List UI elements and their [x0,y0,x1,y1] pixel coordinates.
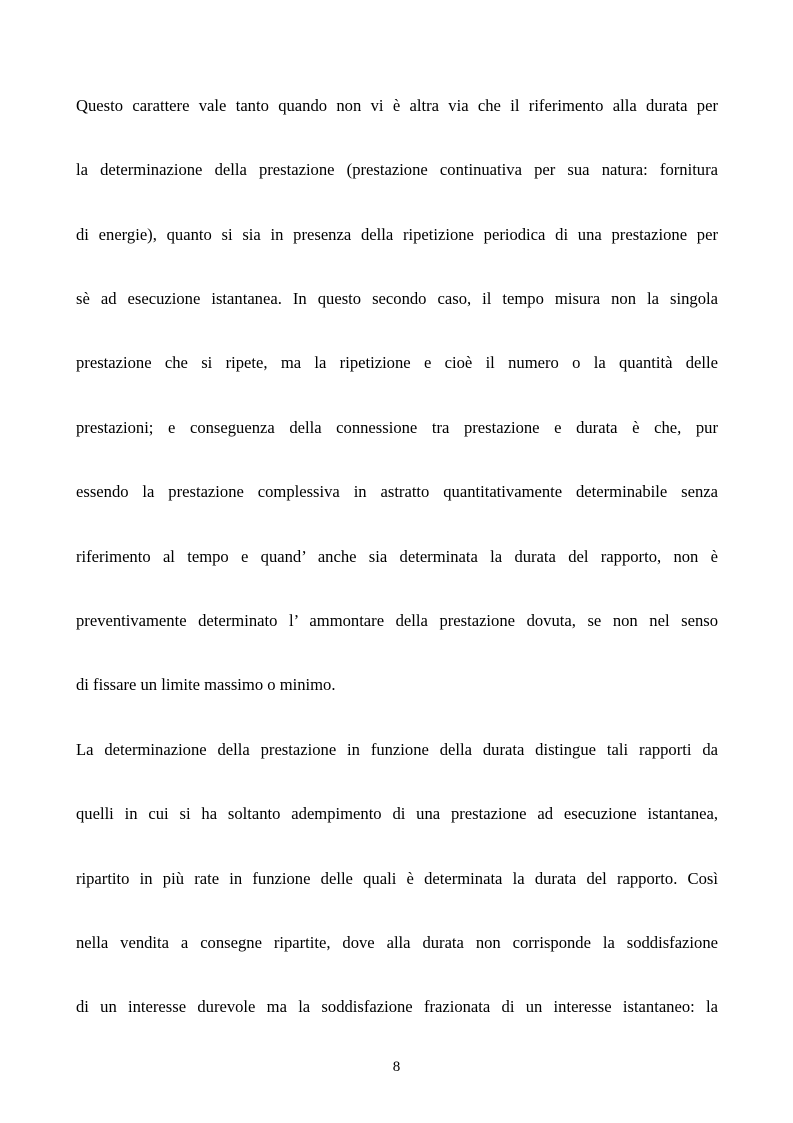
text-line: di un interesse durevole ma la soddisfazione frazionata di un interesse istantaneo: la [76,997,718,1016]
page-number: 8 [392,1059,401,1075]
text-line: ripartito in più rate in funzione delle quali è determinata la durata del rapporto. Così [76,869,718,888]
text-line: di fissare un limite massimo o minimo. [76,675,336,694]
text-line: preventivamente determinato l’ ammontare della prestazione dovuta, se non nel senso [76,611,718,630]
text-line: la determinazione della prestazione (prestazione continuativa per sua natura: fornitura [76,160,718,179]
text-line: quelli in cui si ha soltanto adempimento di una prestazione ad esecuzione istantanea, [76,804,718,823]
text-line: sè ad esecuzione istantanea. In questo secondo caso, il tempo misura non la singola [76,289,718,308]
text-line: essendo la prestazione complessiva in astratto quantitativamente determinabile senza [76,482,718,501]
text-line: Questo carattere vale tanto quando non vi è altra via che il riferimento alla durata per [76,96,718,115]
text-line: prestazioni; e conseguenza della connessione tra prestazione e durata è che, pur [76,418,718,437]
text-line: La determinazione della prestazione in funzione della durata distingue tali rapporti da [76,740,718,759]
text-line: nella vendita a consegne ripartite, dove alla durata non corrisponde la soddisfazione [76,933,718,952]
text-line: prestazione che si ripete, ma la ripetizione e cioè il numero o la quantità delle [76,353,718,372]
text-line: di energie), quanto si sia in presenza della ripetizione periodica di una prestazione per [76,225,718,244]
text-line: riferimento al tempo e quand’ anche sia determinata la durata del rapporto, non è [76,547,718,566]
